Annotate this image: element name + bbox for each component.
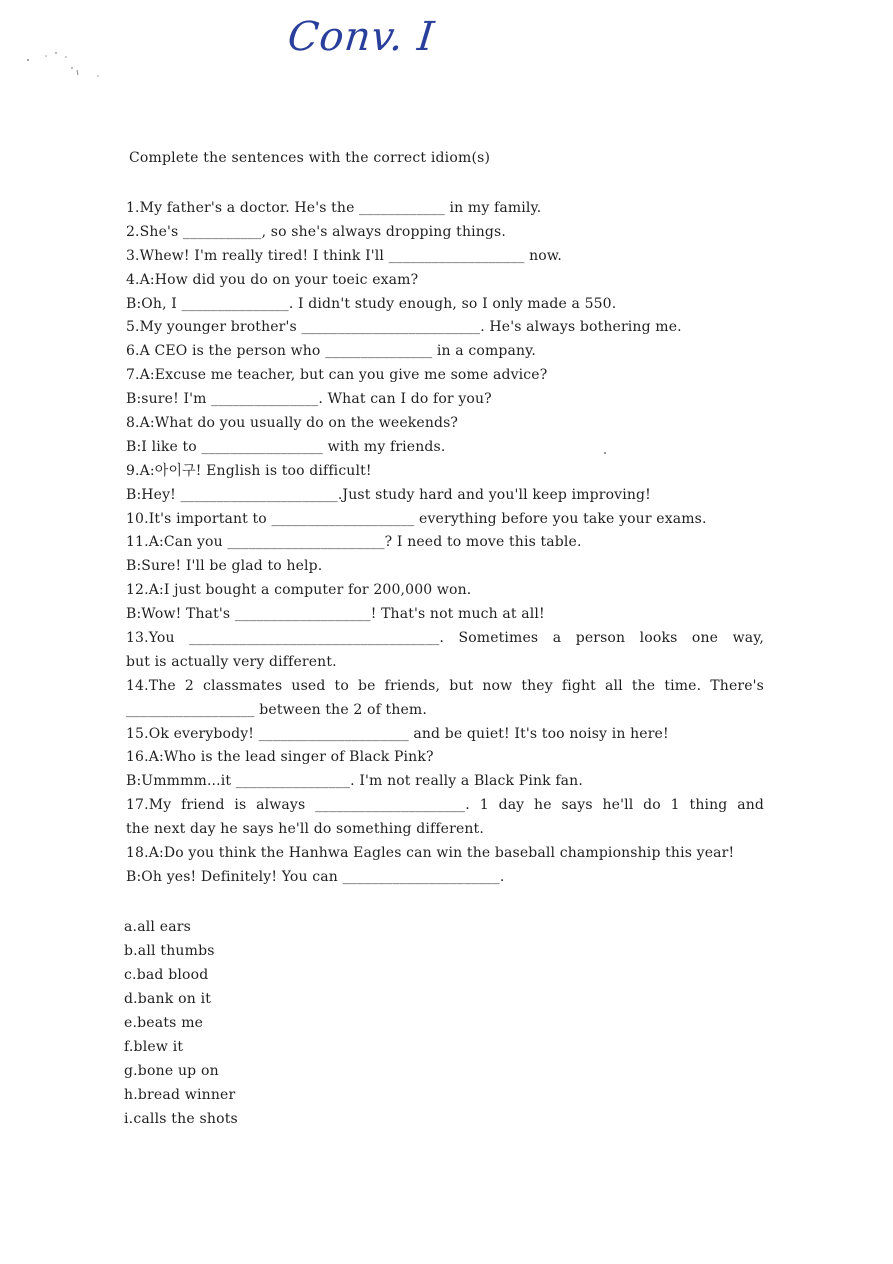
question-line: 5.My younger brother's _________________________. He's always bothering me. (126, 319, 682, 336)
question-line: 14.The 2 classmates used to be friends, but now they fight all the time. There's (126, 677, 764, 694)
question-line: the next day he says he'll do something different. (126, 821, 484, 838)
question-line: 9.A:아이구! English is too difficult! (126, 462, 372, 479)
idiom-option: d.bank on it (124, 991, 212, 1007)
scan-speck (604, 452, 606, 454)
idiom-options-list (124, 915, 238, 1131)
idiom-option: b.all thumbs (124, 943, 215, 959)
question-line: __________________ between the 2 of them. (126, 701, 427, 718)
idiom-option: c.bad blood (124, 967, 209, 983)
question-line: 7.A:Excuse me teacher, but can you give me some advice? (126, 367, 548, 384)
question-line: 11.A:Can you ______________________? I need to move this table. (126, 534, 582, 551)
question-line: but is actually very different. (126, 653, 337, 670)
idiom-option: i.calls the shots (124, 1111, 238, 1127)
question-line: 2.She's ___________, so she's always dropping things. (126, 223, 506, 240)
question-line: B:sure! I'm _______________. What can I do for you? (126, 391, 492, 408)
question-line: B:Ummmm...it ________________. I'm not really a Black Pink fan. (126, 773, 583, 790)
question-line: B:Oh yes! Definitely! You can ______________________. (126, 868, 505, 885)
idiom-option: f.blew it (124, 1039, 184, 1055)
question-line: 3.Whew! I'm really tired! I think I'll ___________________ now. (126, 247, 562, 264)
question-line: 6.A CEO is the person who _______________ in a company. (126, 343, 536, 360)
question-line: 12.A:I just bought a computer for 200,000 won. (126, 582, 472, 599)
idiom-option: g.bone up on (124, 1063, 219, 1079)
question-line: B:Wow! That's ___________________! That's not much at all! (126, 606, 545, 623)
scan-specks (22, 48, 112, 88)
handwritten-note: Conv. I (285, 14, 437, 60)
question-line: 17.My friend is always _____________________. 1 day he says he'll do 1 thing and (126, 797, 764, 814)
question-line: 1.My father's a doctor. He's the ____________ in my family. (126, 200, 542, 216)
question-line: 13.You ___________________________________. Sometimes a person looks one way, (126, 630, 764, 647)
question-line: 15.Ok everybody! _____________________ and be quiet! It's too noisy in here! (126, 725, 669, 742)
question-line: 10.It's important to ____________________ everything before you take your exams. (126, 510, 707, 527)
question-line: B:I like to _________________ with my friends. (126, 438, 446, 455)
question-line: B:Oh, I _______________. I didn't study enough, so I only made a 550. (126, 295, 617, 312)
idiom-option: e.beats me (124, 1015, 204, 1031)
idiom-option: a.all ears (124, 919, 192, 935)
question-line: 4.A:How did you do on your toeic exam? (126, 271, 419, 288)
question-line: B:Sure! I'll be glad to help. (126, 558, 323, 575)
idiom-option: h.bread winner (124, 1087, 236, 1103)
question-line: B:Hey! ______________________.Just study hard and you'll keep improving! (126, 486, 651, 503)
question-line: 8.A:What do you usually do on the weekends? (126, 415, 459, 432)
question-line: 16.A:Who is the lead singer of Black Pink? (126, 749, 434, 766)
question-list (126, 197, 766, 890)
instruction-heading: Complete the sentences with the correct idiom(s) (129, 150, 491, 166)
question-line: 18.A:Do you think the Hanhwa Eagles can win the baseball championship this year! (126, 845, 735, 862)
